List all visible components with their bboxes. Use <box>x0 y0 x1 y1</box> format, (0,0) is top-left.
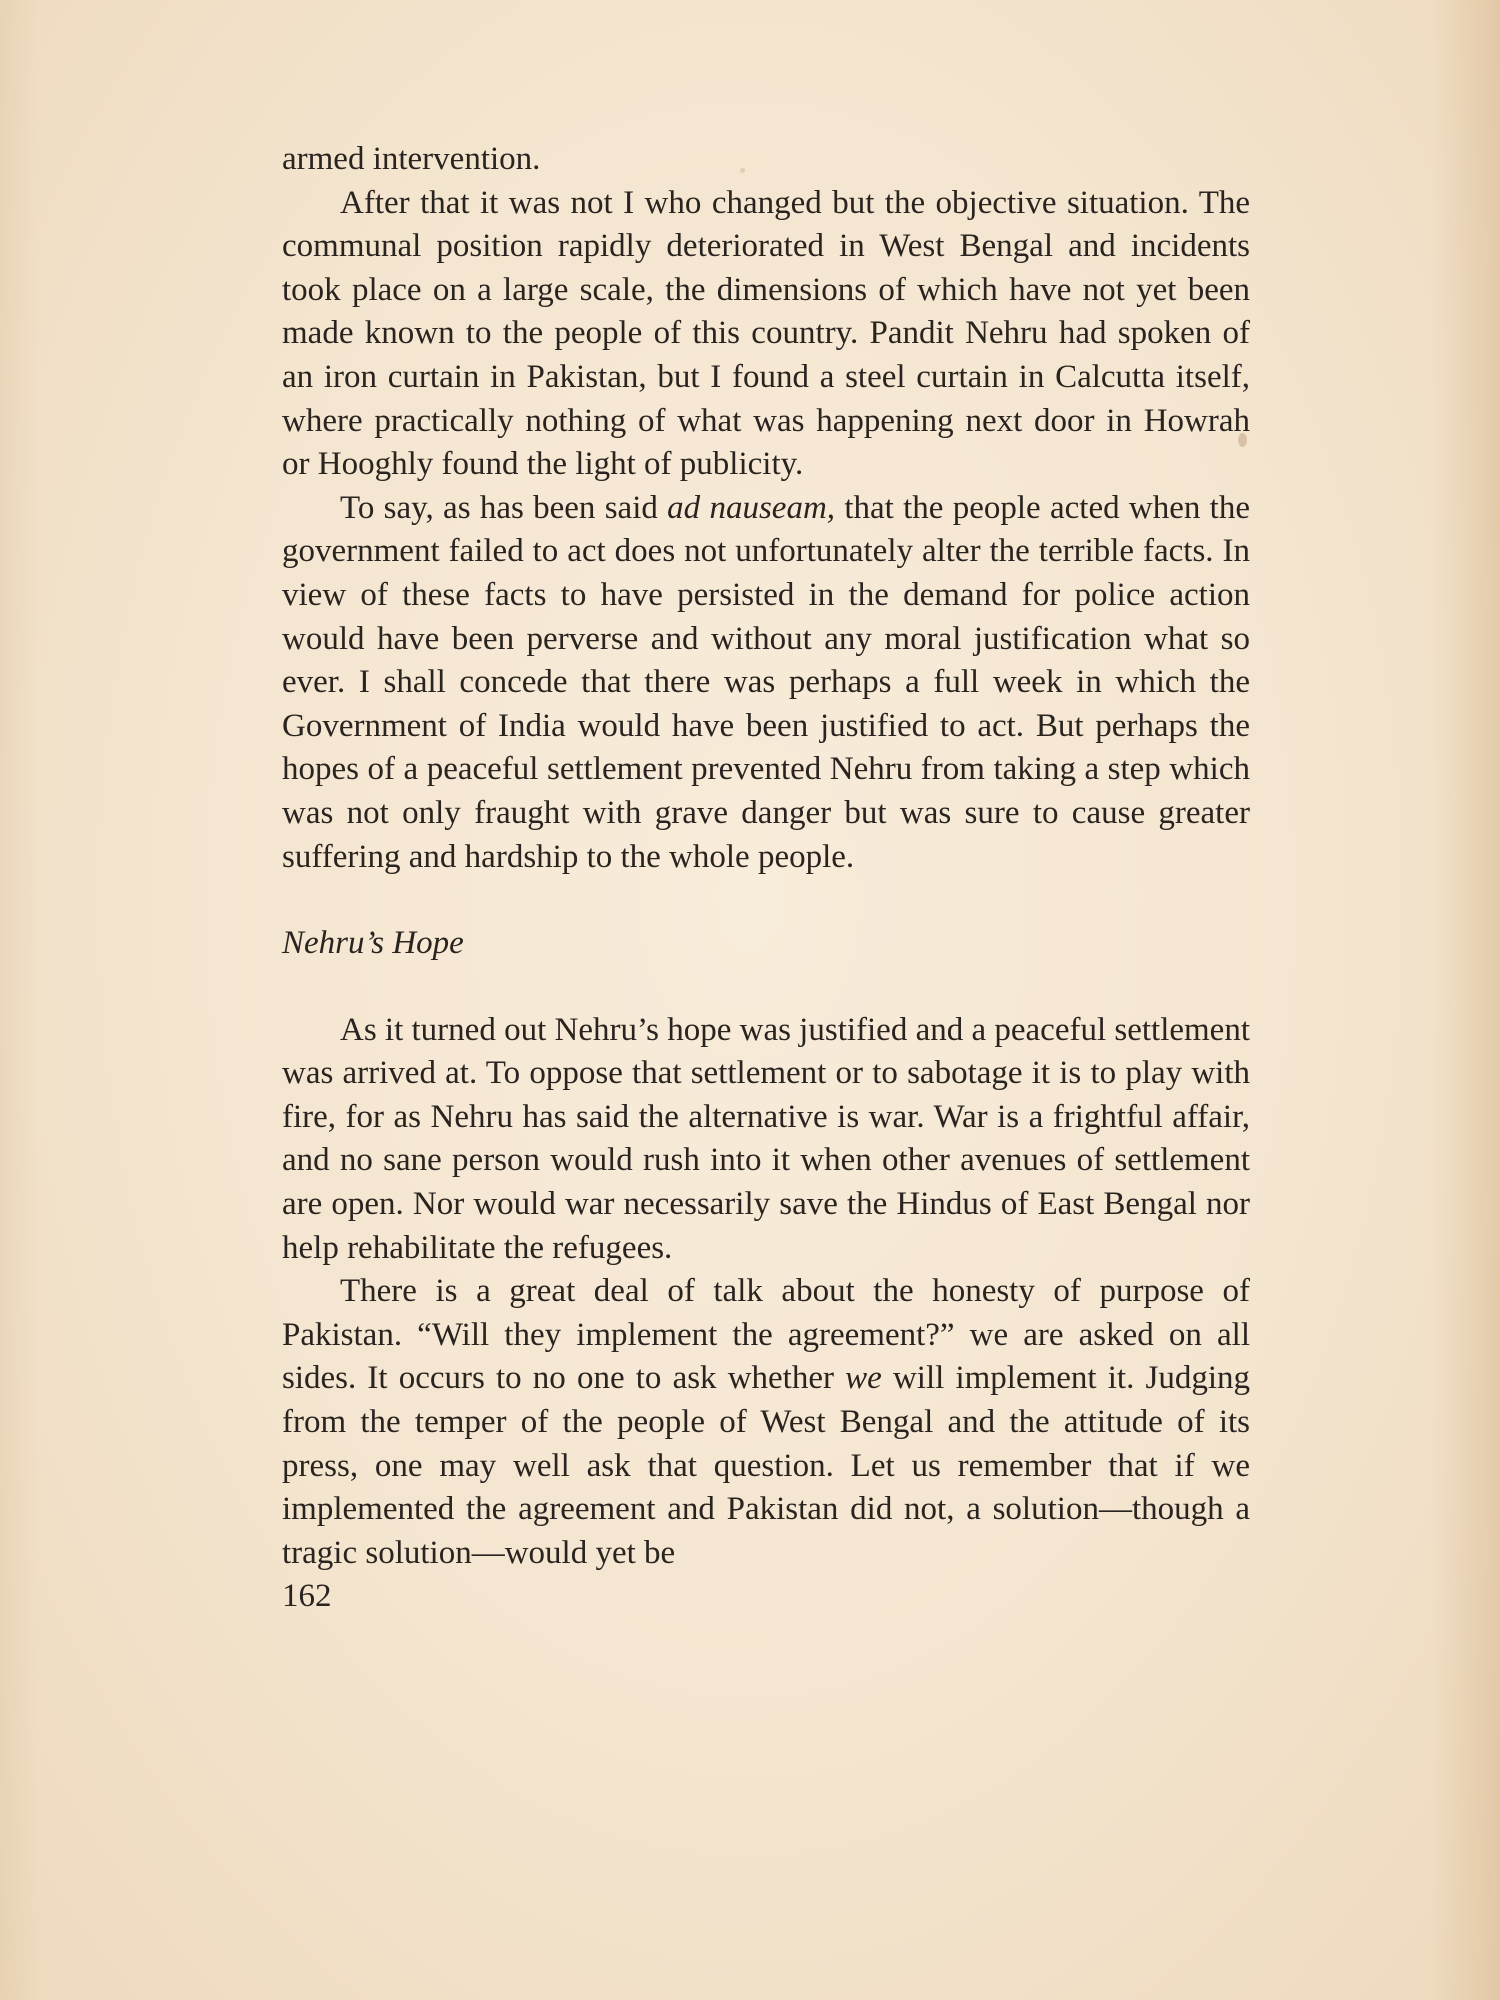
section-heading: Nehru’s Hope <box>282 925 464 962</box>
paragraph-text: To say, as has been said <box>340 489 668 526</box>
italic-word: we <box>845 1360 882 1397</box>
paragraph-continuation: armed intervention. <box>282 141 541 177</box>
paragraph <box>282 1270 1250 1575</box>
paragraph-text: will implement it. Judging from the temper of the people of West Bengal and the attitude of its press, one may well ask that question. Let us remember that if we implemented the agreement and Pakistan did not, a solution—though a tragic solution—would yet be <box>282 1360 1250 1571</box>
paragraph <box>282 487 1250 879</box>
paragraph: After that it was not I who changed but the objective situation. The communal position rapidly deteriorated in West Bengal and incidents took place on a large scale, the dimensions of which have not yet been made known to the people of this country. Pandit Nehru had spoken of an iron curtain in Pakistan, but I found a steel curtain in Calcutta itself, where practically nothing of what was happening next door in Howrah or Hooghly found the light of publicity. <box>282 184 1250 483</box>
page-number: 162 <box>282 1578 332 1615</box>
paragraph: As it turned out Nehru’s hope was justified and a peaceful settlement was arrived at. To oppose that settlement or to sabotage it is to play with fire, for as Nehru has said the alternative is war. War is a frightful affair, and no sane person would rush into it when other avenues of settlement are open. Nor would war necessarily save the Hindus of East Bengal nor help rehabilitate the refugees. <box>282 1011 1250 1266</box>
paragraph-text: that the people acted when the government failed to act does not unfortunately alter the terrible facts. In view of these facts to have persisted in the demand for police action would have been perverse and without any moral justification what so ever. I shall concede that there was perhaps a full week in which the Government of India would have been justified to act. But perhaps the hopes of a peaceful settlement prevented Nehru from taking a step which was not only fraught with grave danger but was sure to cause greater suffering and hardship to the whole people. <box>282 489 1250 875</box>
page-edge-shadow-right <box>1430 0 1500 2000</box>
page-edge-shadow-left <box>0 0 40 2000</box>
body-text <box>282 138 1250 1619</box>
paragraph-text: There is a great deal of talk about the honesty of purpose of Pakistan. “Will they implement the agreement?” we are asked on all sides. It occurs to no one to ask whether <box>282 1273 1250 1397</box>
italic-phrase: ad nauseam, <box>667 489 836 526</box>
